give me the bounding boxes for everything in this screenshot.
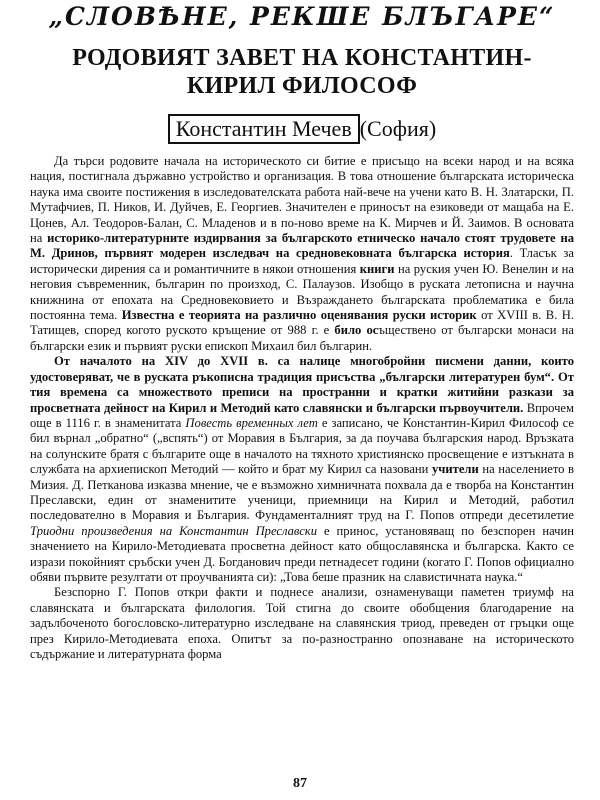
text-run: е принос, установяващ по безспорен начин значението на Кирило-Методиевата просветна дейност като общославянска и българска. Както се изрази покойният сръбски учен Д. Богданович преди петнадесет години (когато Г. Попов официално обяви първите резултати от проучванията си): „Това беше празник на славистичната наука.“ [30, 523, 574, 584]
text-run: било ос [334, 323, 379, 338]
author-name: Константин Мечев [168, 114, 360, 144]
text-run: . Тласък за исторически дирения са и романтичните в някои отношения [30, 246, 574, 276]
text-run: от XVIII в. В. Н. Татищев, според когото руското кръщение от 988 г. е [30, 308, 574, 338]
text-run: на руския учен Ю. Венелин и на неговия съвременник, българин по произход, С. Палаузов. Изобщо в руската летописна и научна книжнина от епохата на Средновековието и Възраждането българската проблематика е била постоянна тема. [30, 261, 574, 323]
text-run: книги [359, 261, 395, 276]
text-run: Известна е теорията на различно оценявания руски историк [121, 308, 477, 323]
page-number: 87 [293, 776, 307, 791]
text-run: Да търси родовите начала на историческото си битие е присъщо на всеки народ и на всяка нация, постигнала държавно устройство и организация. В това отношение българската историческа наука има своите постижения в изследователската работа най-вече на учени като В. Н. Златарски, П. Мутафчиев, П. Ников, И. Дуйчев, Е. Георгиев. Значителен е приносът на езиковеди от мащаба на Е. Цонев, Ал. Теодоров-Балан, С. Младенов и в по-ново време на К. Мирчев и Й. Заимов. В основата на [30, 154, 574, 246]
text-run: историко-литературните издирвания за българското етническо начало стоят трудовете на М. Дринов, първият модерен изследвач на средновековната [30, 231, 574, 261]
text-run: От началото на XIV до XVII в. са налице многобройни писмени данни, които удостоверяват, че в руската ръкописна традиция присъства „български литературен бум“. От тия времена са множеството преписи на пространни и кратки житийни разкази за просветната дейност на Кирил и Методий като славянски и български първоучители. [30, 354, 574, 415]
text-run: Безспорно Г. Попов откри факти и поднесе анализи, ознаменуващи паметен триумф на славянската и българската филология. Той стигна до своите обобщения благодарение на задълбоченото богословско-литературно изследване на славянския триод, преведен от гръцки още през Кирило-Методиевата епоха. Опитът за по-разностранно опознаване на историческото съдържание и литературната форма [30, 585, 574, 661]
body-paragraph [30, 154, 574, 354]
text-run: ъществено от български монаси на български език и първият руски епископ Михаил бил българин. [30, 323, 574, 353]
text-run: Впрочем още в 1116 г. в знаменитата [30, 400, 574, 430]
author-location: (София) [359, 116, 437, 141]
byline [30, 114, 574, 144]
text-run: Повесть временных лет [185, 415, 318, 430]
body-paragraph [30, 354, 574, 585]
article-title: РОДОВИЯТ ЗАВЕТ НА КОНСТАНТИН-КИРИЛ ФИЛОСОФ [72, 45, 532, 99]
text-run: учители [431, 462, 479, 477]
body-paragraph [30, 585, 574, 662]
journal-header: „СЛОВѢНЕ, РЕКШЕ БЛЪГАРЕ“ [48, 2, 556, 31]
article-body [30, 154, 574, 662]
text-run: Триодни произведения на Константин Преславски [30, 523, 317, 538]
text-run: е записано, че Константин-Кирил Философ се бил върнал „обратно“ („вспять“) от Моравия в България, за да поучава българския народ. Връзката на солунските братя с българите още в началото на тяхното християнско просвещение е изтъкната в службата на архиепископ Методий — който и брат му Кирил са назовани [30, 415, 574, 477]
text-run: на населението в Мизия. Д. Петканова изказва мнение, че е възможно химничната похвала да е творба на Константин Преславски, един от знаменитите учeници, приемници на Кирил и Методий, работил последователно в Моравия и България. Фундаменталният труд на Г. Попов отпреди десетилетие [30, 462, 574, 523]
text-run: българска история [398, 246, 510, 261]
